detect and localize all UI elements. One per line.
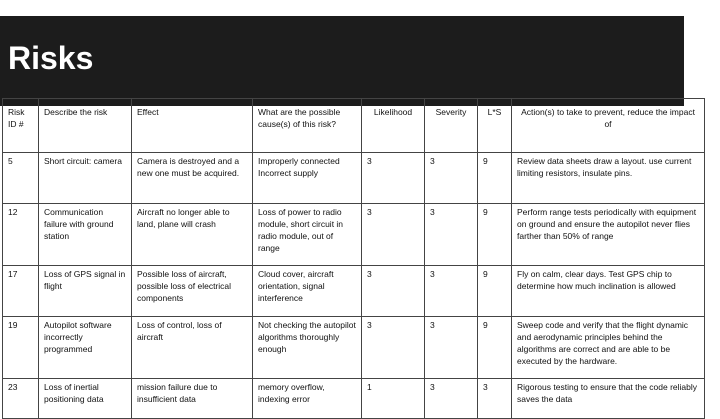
cell-likelihood: 3: [362, 266, 425, 317]
cell-effect: Loss of control, loss of aircraft: [132, 317, 253, 379]
cell-likelihood: 3: [362, 153, 425, 204]
cell-severity: 3: [425, 204, 478, 266]
table-row: [3, 266, 705, 317]
cell-cause: memory overflow, indexing error: [253, 379, 362, 419]
header-risk-id: Risk ID #: [3, 99, 39, 153]
header-severity: Severity: [425, 99, 478, 153]
cell-cause: Cloud cover, aircraft orientation, signal interference: [253, 266, 362, 317]
cell-ls: 9: [478, 317, 512, 379]
cell-risk: Communication failure with ground station: [39, 204, 132, 266]
header-cause: What are the possible cause(s) of this risk?: [253, 99, 362, 153]
risk-table: [2, 98, 705, 419]
table-row: [3, 204, 705, 266]
cell-action: Review data sheets draw a layout. use current limiting resistors, insulate pins.: [512, 153, 705, 204]
table-row: [3, 379, 705, 419]
cell-action: Perform range tests periodically with equipment on ground and ensure the autopilot never flies farther than 50% of range: [512, 204, 705, 266]
cell-risk: Short circuit: camera: [39, 153, 132, 204]
cell-likelihood: 3: [362, 317, 425, 379]
cell-risk-id: 19: [3, 317, 39, 379]
cell-action: Fly on calm, clear days. Test GPS chip to determine how much inclination is allowed: [512, 266, 705, 317]
cell-likelihood: 3: [362, 204, 425, 266]
title-bar: [0, 16, 684, 106]
cell-risk: Loss of inertial positioning data: [39, 379, 132, 419]
cell-cause: Not checking the autopilot algorithms thoroughly enough: [253, 317, 362, 379]
header-ls: L*S: [478, 99, 512, 153]
cell-risk-id: 5: [3, 153, 39, 204]
cell-ls: 9: [478, 153, 512, 204]
cell-risk-id: 12: [3, 204, 39, 266]
cell-action: Sweep code and verify that the flight dynamic and aerodynamic principles behind the algorithms are correct and are able to be executed by the hardware.: [512, 317, 705, 379]
table-row: [3, 317, 705, 379]
header-risk: Describe the risk: [39, 99, 132, 153]
header-likelihood: Likelihood: [362, 99, 425, 153]
cell-likelihood: 1: [362, 379, 425, 419]
cell-severity: 3: [425, 153, 478, 204]
cell-effect: Aircraft no longer able to land, plane will crash: [132, 204, 253, 266]
cell-cause: Loss of power to radio module, short circuit in radio module, out of range: [253, 204, 362, 266]
table-row: [3, 153, 705, 204]
table-header-row: [3, 99, 705, 153]
cell-severity: 3: [425, 266, 478, 317]
header-action: Action(s) to take to prevent, reduce the impact of: [512, 99, 705, 153]
cell-ls: 9: [478, 266, 512, 317]
cell-risk-id: 17: [3, 266, 39, 317]
header-effect: Effect: [132, 99, 253, 153]
cell-action: Rigorous testing to ensure that the code reliably saves the data: [512, 379, 705, 419]
cell-ls: 9: [478, 204, 512, 266]
cell-risk: Autopilot software incorrectly programmed: [39, 317, 132, 379]
cell-severity: 3: [425, 379, 478, 419]
cell-effect: Camera is destroyed and a new one must be acquired.: [132, 153, 253, 204]
cell-risk: Loss of GPS signal in flight: [39, 266, 132, 317]
cell-severity: 3: [425, 317, 478, 379]
cell-ls: 3: [478, 379, 512, 419]
cell-effect: mission failure due to insufficient data: [132, 379, 253, 419]
cell-cause: Improperly connected Incorrect supply: [253, 153, 362, 204]
cell-risk-id: 23: [3, 379, 39, 419]
page-title: Risks: [8, 40, 94, 76]
cell-effect: Possible loss of aircraft, possible loss of electrical components: [132, 266, 253, 317]
